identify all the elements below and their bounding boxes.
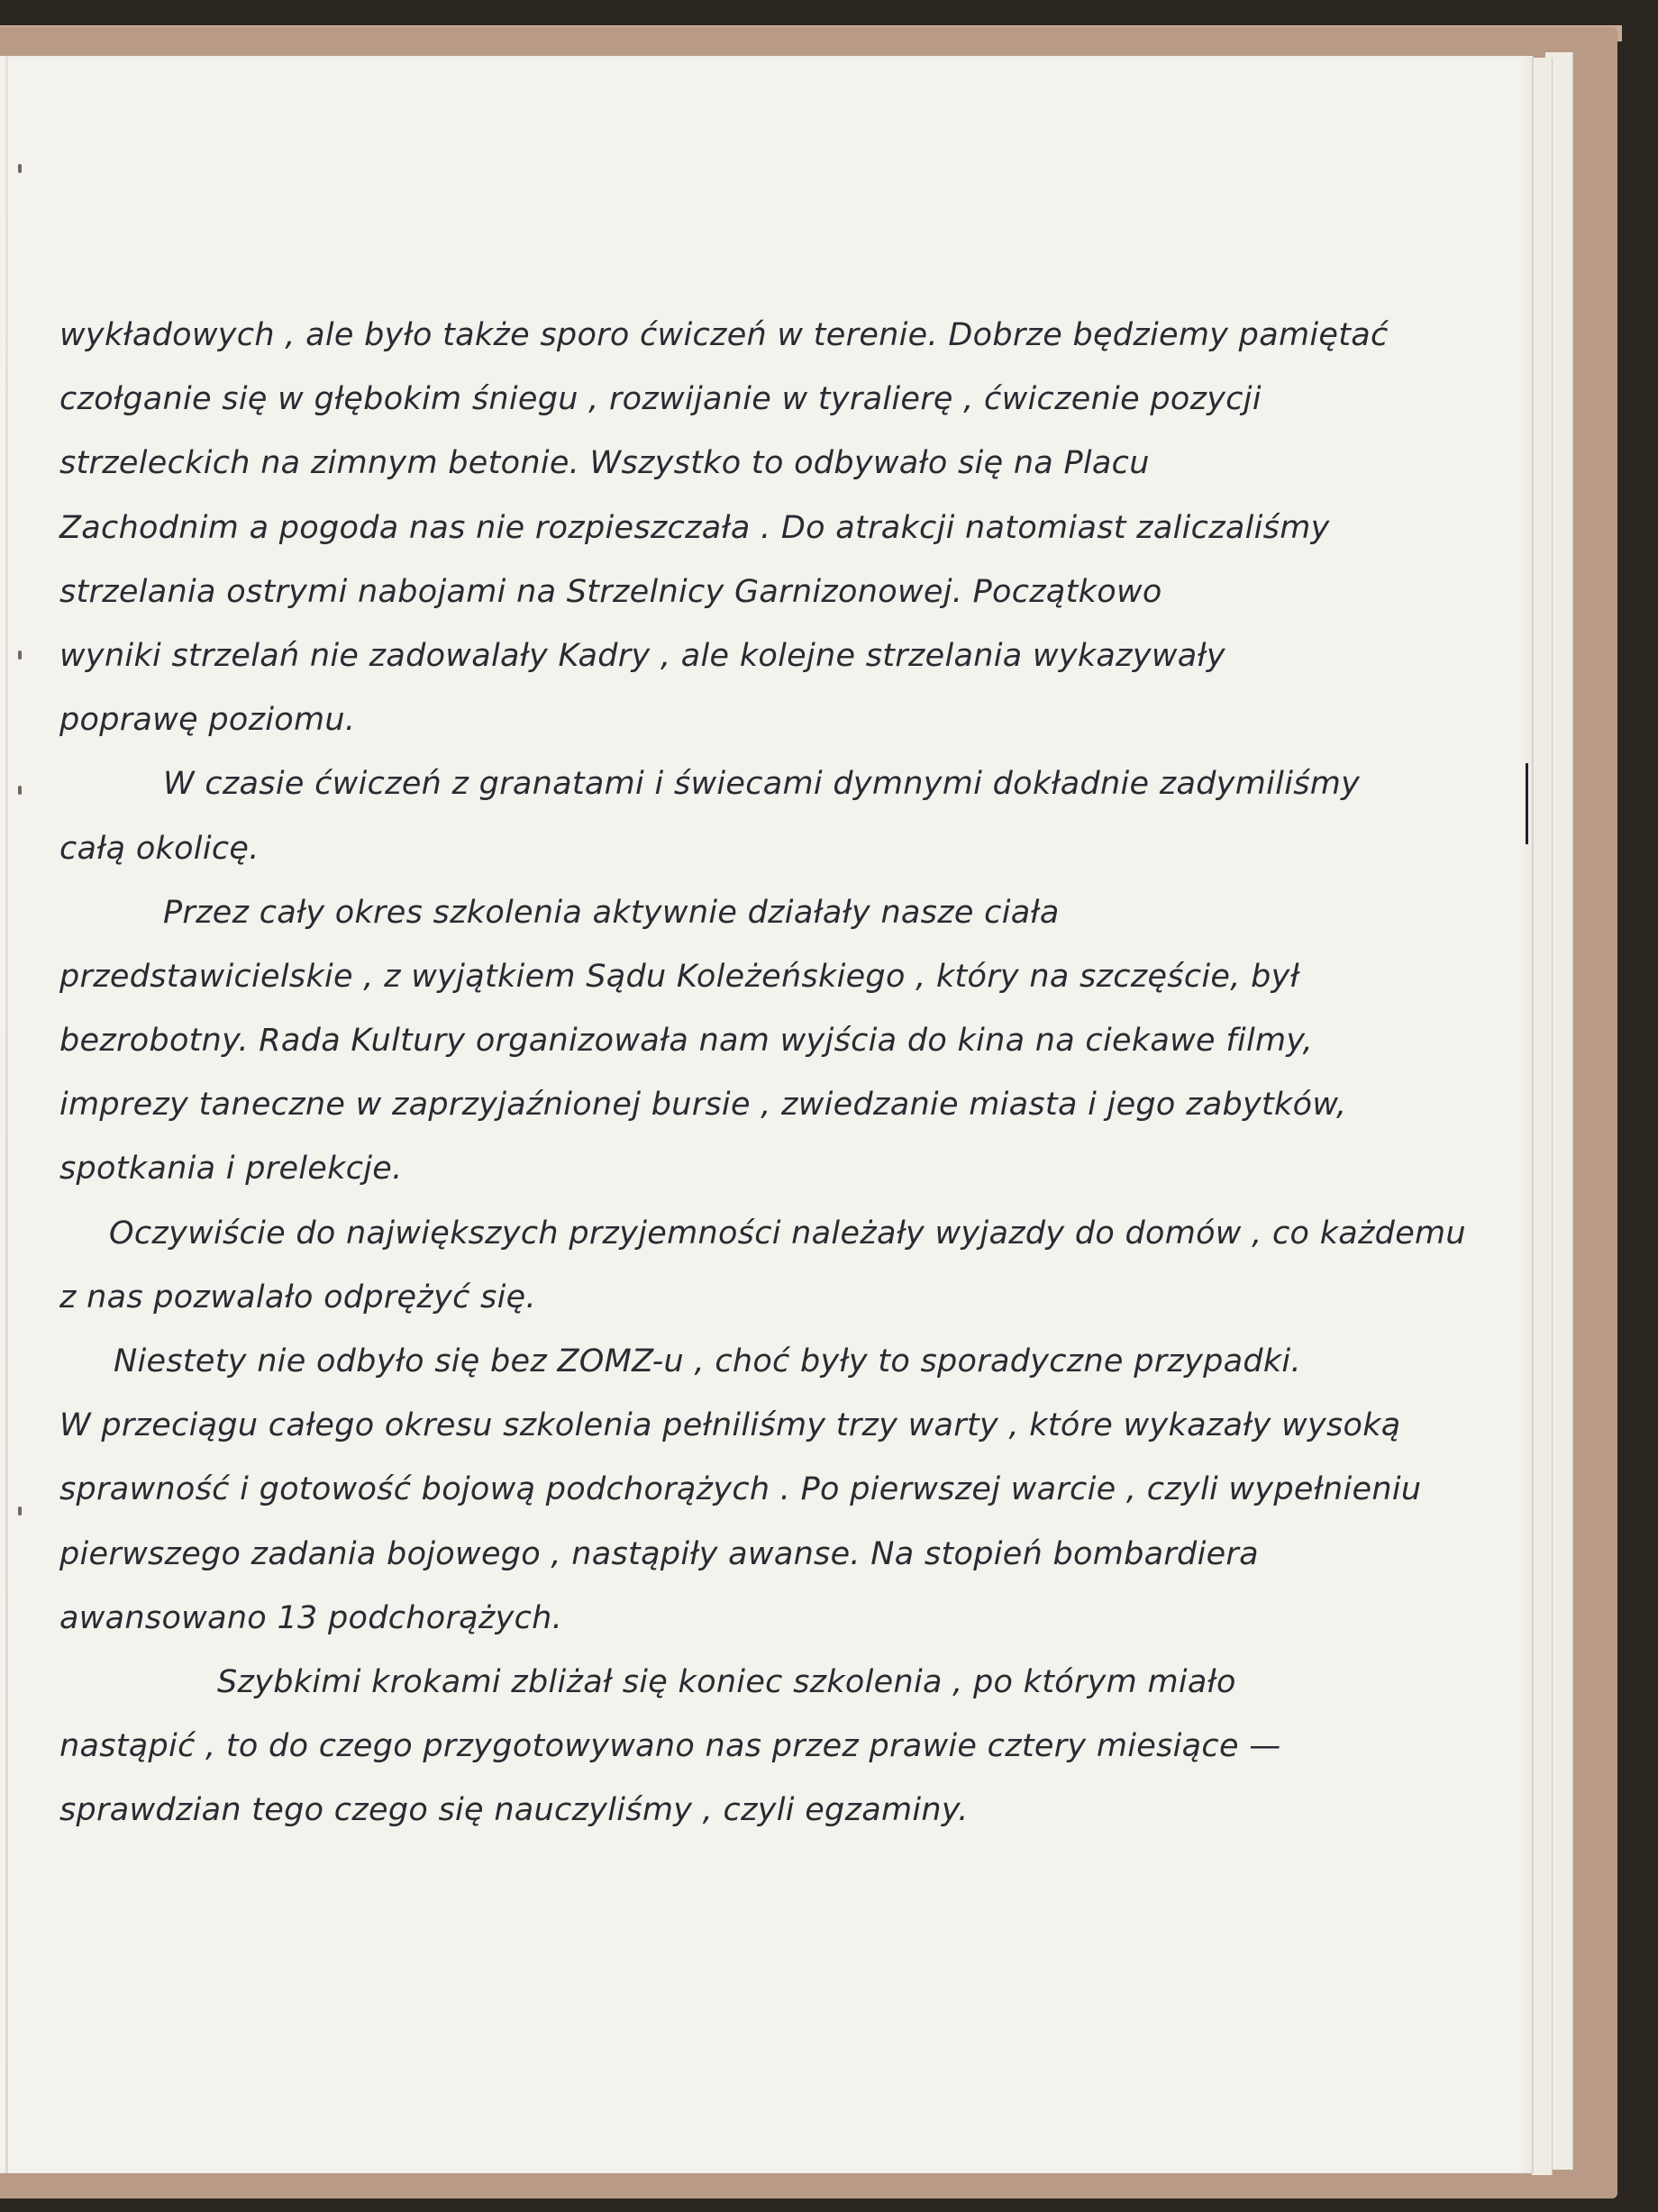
text-line: sprawność i gotowość bojową podchorążych . Po pierwszej warcie , czyli wypełnieniu (59, 1471, 1422, 1508)
text-line: Przez cały okres szkolenia aktywnie działały nasze ciała (163, 894, 1060, 931)
margin-mark (18, 786, 22, 795)
text-line: całą okolicę. (59, 830, 260, 867)
margin-mark (18, 164, 22, 173)
notebook-page (0, 56, 1534, 2173)
margin-mark (18, 1507, 22, 1516)
text-line: nastąpić , to do czego przygotowywano nas przez prawie cztery miesiące — (59, 1728, 1281, 1765)
text-line: czołganie się w głębokim śniegu , rozwijanie w tyralierę , ćwiczenie pozycji (59, 381, 1262, 418)
page-binding-line (5, 56, 8, 2173)
margin-mark (18, 651, 22, 660)
text-line: z nas pozwalało odprężyć się. (59, 1279, 536, 1315)
text-line: Szybkimi krokami zbliżał się koniec szkolenia , po którym miało (217, 1663, 1236, 1700)
text-line: awansowano 13 podchorążych. (59, 1599, 563, 1636)
text-line: Oczywiście do największych przyjemności należały wyjazdy do domów , co każdemu (109, 1215, 1466, 1252)
text-line: W czasie ćwiczeń z granatami i świecami dymnymi dokładnie zadymiliśmy (163, 766, 1361, 803)
text-line: Zachodnim a pogoda nas nie rozpieszczała . Do atrakcji natomiast zaliczaliśmy (59, 509, 1330, 546)
text-line: poprawę poziomu. (59, 702, 356, 739)
text-line: strzeleckich na zimnym betonie. Wszystko to odbywało się na Placu (59, 445, 1150, 482)
text-line: spotkania i prelekcje. (59, 1151, 403, 1188)
text-line: wyniki strzelań nie zadowalały Kadry , ale kolejne strzelania wykazywały (59, 637, 1225, 674)
text-line: przedstawicielskie , z wyjątkiem Sądu Koleżeńskiego , który na szczęście, był (59, 958, 1299, 995)
text-line: imprezy taneczne w zaprzyjaźnionej bursie , zwiedzanie miasta i jego zabytków, (59, 1087, 1347, 1124)
text-line: bezrobotny. Rada Kultury organizowała nam wyjścia do kina na ciekawe filmy, (59, 1023, 1314, 1060)
text-line: sprawdzian tego czego się nauczyliśmy , czyli egzaminy. (59, 1792, 969, 1829)
text-line: strzelania ostrymi nabojami na Strzelnicy Garnizonowej. Początkowo (59, 573, 1162, 610)
text-line: pierwszego zadania bojowego , nastąpiły awanse. Na stopień bombardiera (59, 1535, 1259, 1572)
text-line: Niestety nie odbyło się bez ZOMZ-u , choć były to sporadyczne przypadki. (114, 1343, 1301, 1379)
text-line: W przeciągu całego okresu szkolenia pełniliśmy trzy warty , które wykazały wysoką (59, 1407, 1401, 1444)
text-line: wykładowych , ale było także sporo ćwiczeń w terenie. Dobrze będziemy pamiętać (59, 317, 1389, 353)
handwritten-text (59, 304, 1537, 1843)
